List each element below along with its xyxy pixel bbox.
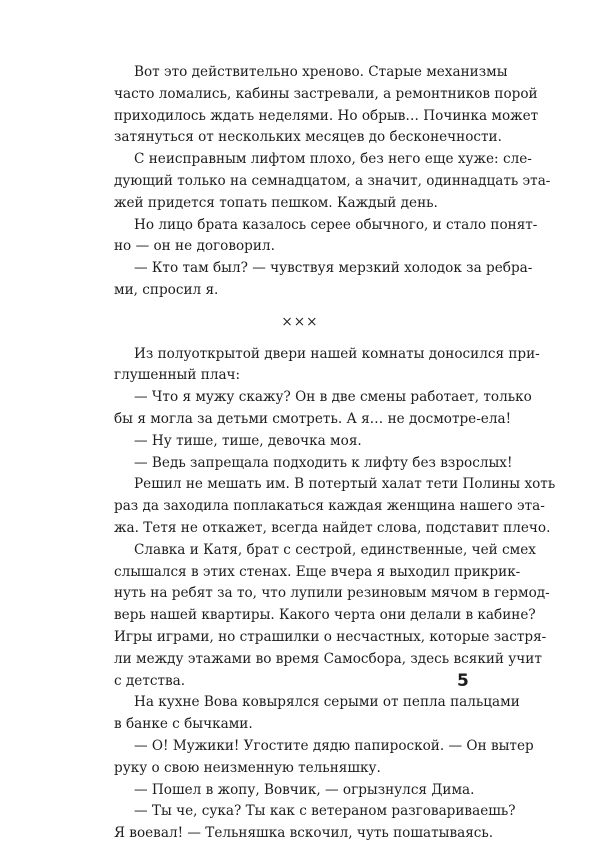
text-line: ми, спросил я. bbox=[114, 281, 219, 298]
text-line: слышался в этих стенах. Еще вчера я выходил прикрик- bbox=[114, 563, 521, 580]
text-line: Вот это действительно хреново. Старые механизмы bbox=[134, 64, 508, 80]
text-line: — О! Мужики! Угостите дядю папироской. — Он вытер bbox=[134, 737, 534, 754]
text-line: верь нашей квартиры. Какого черта они делали в кабине? bbox=[114, 607, 536, 624]
text-line: ли между этажами во время Самосбора, здесь всякий учит bbox=[114, 650, 542, 667]
text-line: Решил не мешать им. В потертый халат тети Полины хоть bbox=[134, 476, 556, 493]
text-line: Игры играми, но страшилки о несчастных, которые застря- bbox=[114, 628, 547, 645]
text-line: нуть на ребят за то, что лупили резиновым мячом в гермод- bbox=[114, 585, 550, 602]
text-line: с детства. bbox=[114, 672, 186, 689]
text-line: жей придется топать пешком. Каждый день. bbox=[114, 194, 438, 211]
section-separator: ××× bbox=[281, 313, 319, 330]
text-line: Из полуоткрытой двери нашей комнаты доносился при- bbox=[134, 345, 540, 362]
text-line: — Кто там был? — чувствуя мерзкий холодок за ребра- bbox=[134, 260, 533, 277]
text-line: в банке с бычками. bbox=[114, 716, 253, 733]
text-line: Но лицо брата казалось серее обычного, и стало понят- bbox=[134, 216, 538, 233]
text-line: — Пошел в жопу, Вовчик, — огрызнулся Дима. bbox=[134, 781, 475, 798]
text-line: На кухне Вова ковырялся серыми от пепла пальцами bbox=[134, 694, 520, 711]
text-line: жа. Тетя не откажет, всегда найдет слова, подставит плечо. bbox=[114, 519, 551, 536]
text-line: затянуться от нескольких месяцев до бесконечности. bbox=[114, 129, 502, 146]
text-line: руку о свою неизменную тельняшку. bbox=[114, 759, 381, 776]
text-line: раз да заходила поплакаться каждая женщина нашего эта- bbox=[114, 498, 545, 515]
text-line: — Ты че, сука? Ты как с ветераном разговариваешь? bbox=[134, 803, 516, 820]
text-line: С неисправным лифтом плохо, без него еще хуже: сле- bbox=[134, 151, 532, 168]
text-line: часто ломались, кабины застревали, а ремонтников порой bbox=[114, 85, 538, 102]
text-line: — Ведь запрещала подходить к лифту без взрослых! bbox=[134, 454, 513, 471]
text-line: дующий только на семнадцатом, а значит, одиннадцать эта- bbox=[114, 172, 551, 189]
text-line: — Что я мужу скажу? Он в две смены работает, только bbox=[134, 389, 532, 406]
text-line: Славка и Катя, брат с сестрой, единственные, чей смех bbox=[134, 541, 536, 558]
text-line: но — он не договорил. bbox=[114, 238, 275, 255]
text-line: бы я могла за детьми смотреть. А я… не досмотре-ела! bbox=[114, 410, 512, 427]
text-line: — Ну тише, тише, девочка моя. bbox=[134, 432, 362, 449]
text-line: Я воевал! — Тельняшка вскочил, чуть пошатываясь. bbox=[114, 825, 494, 842]
page-number: 5 bbox=[457, 671, 469, 691]
body-text bbox=[114, 62, 556, 845]
text-line: приходилось ждать неделями. Но обрыв… Починка может bbox=[114, 107, 539, 124]
text-line: глушенный плач: bbox=[114, 367, 241, 384]
